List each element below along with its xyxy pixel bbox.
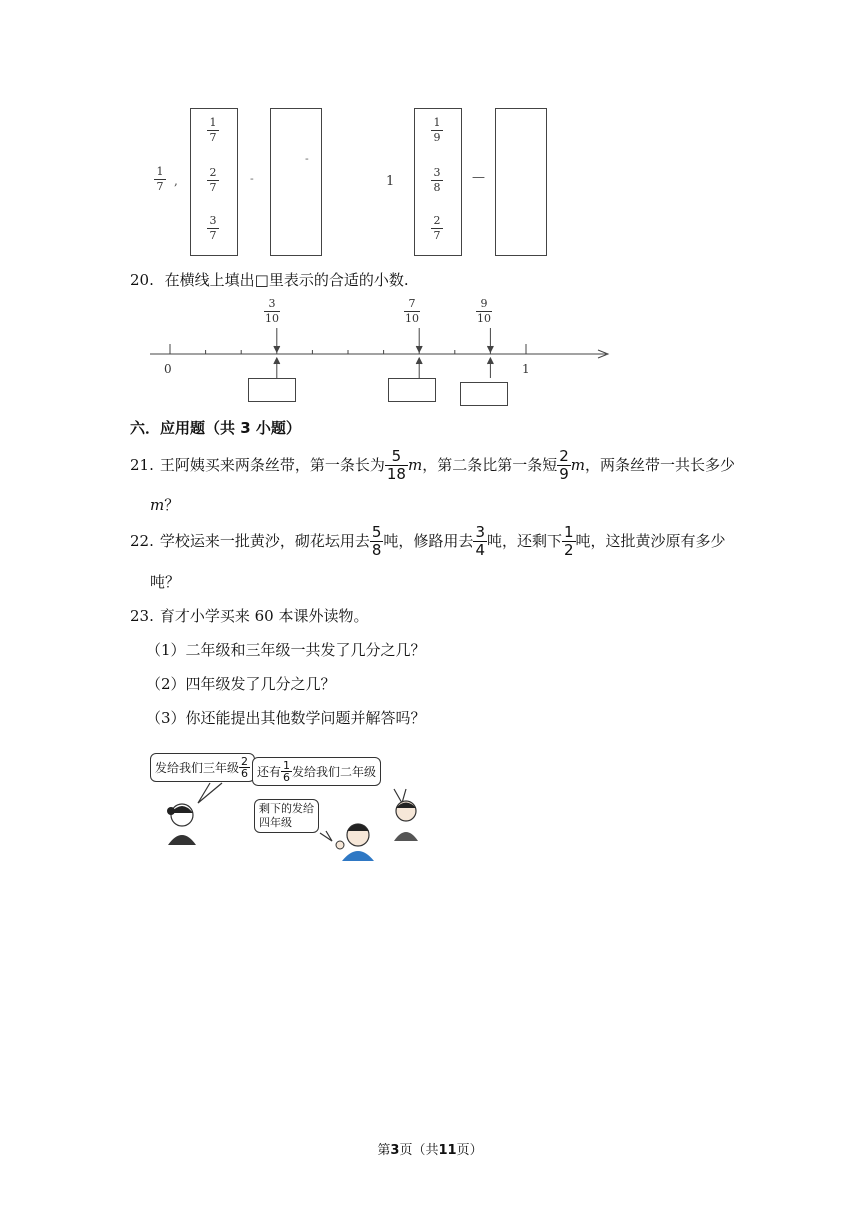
mark-arrowhead-up-3 — [487, 358, 493, 364]
page-footer: 第3页（共11页） — [377, 1143, 483, 1158]
q23-sub-3: （3）你还能提出其他数学问题并解答吗？ — [146, 709, 426, 727]
dash-1: - — [250, 172, 254, 185]
answer-box-3[interactable] — [460, 382, 508, 406]
box1-frac-2: 2 7 — [207, 167, 219, 194]
left-fraction-label: 1 7 — [154, 166, 166, 193]
q21-frac-1: $\frac{5}{18}$ — [386, 446, 406, 483]
left-separator: , — [174, 174, 178, 188]
box3-frac-1: 1 9 — [431, 117, 443, 144]
q20-question: 20. 在横线上填出□里表示的合适的小数. — [130, 271, 409, 289]
q22-line2: 吨？ — [150, 573, 181, 591]
fraction-box-1 — [190, 108, 238, 256]
box1-frac-1: 1 7 — [207, 117, 219, 144]
number-line-figure — [150, 298, 620, 408]
mark-label-1: 3 10 — [265, 297, 279, 325]
fraction-box-3 — [414, 108, 462, 256]
dash-3: — — [472, 170, 485, 185]
q22-frac-3: $\frac{1}{2}$ — [564, 522, 574, 559]
q23-sub-1: （1）二年级和三年级一共发了几分之几？ — [146, 641, 426, 659]
q21-line1: 21. 王阿姨买来两条丝带，第一条长为 $\frac{5}{18}$ m ，第二条比第一条短 $\frac{2}{9}$ m ，两条丝带一共长多少 — [130, 446, 736, 483]
q22-line1: 22. 学校运来一批黄沙，砌花坛用去 $\frac{5}{8}$ 吨，修路用去 $\frac{3}{4}$ 吨，还剩下 $\frac{1}{2}$ 吨，这批黄沙原有多少 — [130, 522, 726, 559]
mark-label-2: 7 10 — [405, 297, 419, 325]
speech-bubble-second-grade: 还有 $\frac{1}{6}$ 发给我们二年级 — [252, 757, 381, 786]
box1-frac-3: 3 7 — [207, 215, 219, 242]
fraction-box-4 — [495, 108, 547, 256]
section-title: 六．应用题（共 3 小题） — [130, 419, 301, 437]
mark-arrowhead-down-1 — [274, 346, 280, 352]
box3-frac-2: 3 8 — [431, 167, 443, 194]
q22-frac-1: $\frac{5}{8}$ — [371, 522, 382, 559]
q23-illustration — [150, 745, 420, 865]
answer-box-1[interactable] — [248, 378, 296, 402]
speech-bubble-fourth-grade: 剩下的发给 四年级 — [254, 799, 319, 833]
q21-frac-2: $\frac{2}{9}$ — [559, 446, 569, 483]
axis-end-label: 1 — [522, 362, 530, 376]
children-drawing — [150, 745, 420, 865]
box3-frac-3: 2 7 — [431, 215, 443, 242]
q23-question: 23. 育才小学买来 60 本课外读物。 — [130, 607, 369, 625]
q22-frac-2: $\frac{3}{4}$ — [475, 522, 485, 559]
mark-arrowhead-down-2 — [416, 346, 422, 352]
speech-bubble-third-grade: 发给我们三年级 $\frac{2}{6}$ — [150, 753, 255, 782]
axis-start-label: 0 — [164, 362, 172, 376]
mark-label-3: 9 10 — [477, 297, 491, 325]
dash-2: - — [305, 152, 309, 165]
middle-label: 1 — [386, 174, 395, 189]
fraction-box-2 — [270, 108, 322, 256]
mark-arrowhead-down-3 — [487, 346, 493, 352]
mark-arrowhead-up-2 — [416, 358, 422, 364]
q21-line2: m？ — [150, 496, 180, 514]
q19-figure — [150, 108, 550, 258]
mark-arrowhead-up-1 — [274, 358, 280, 364]
q23-sub-2: （2）四年级发了几分之几？ — [146, 675, 336, 693]
number-line — [150, 298, 620, 408]
answer-box-2[interactable] — [388, 378, 436, 402]
